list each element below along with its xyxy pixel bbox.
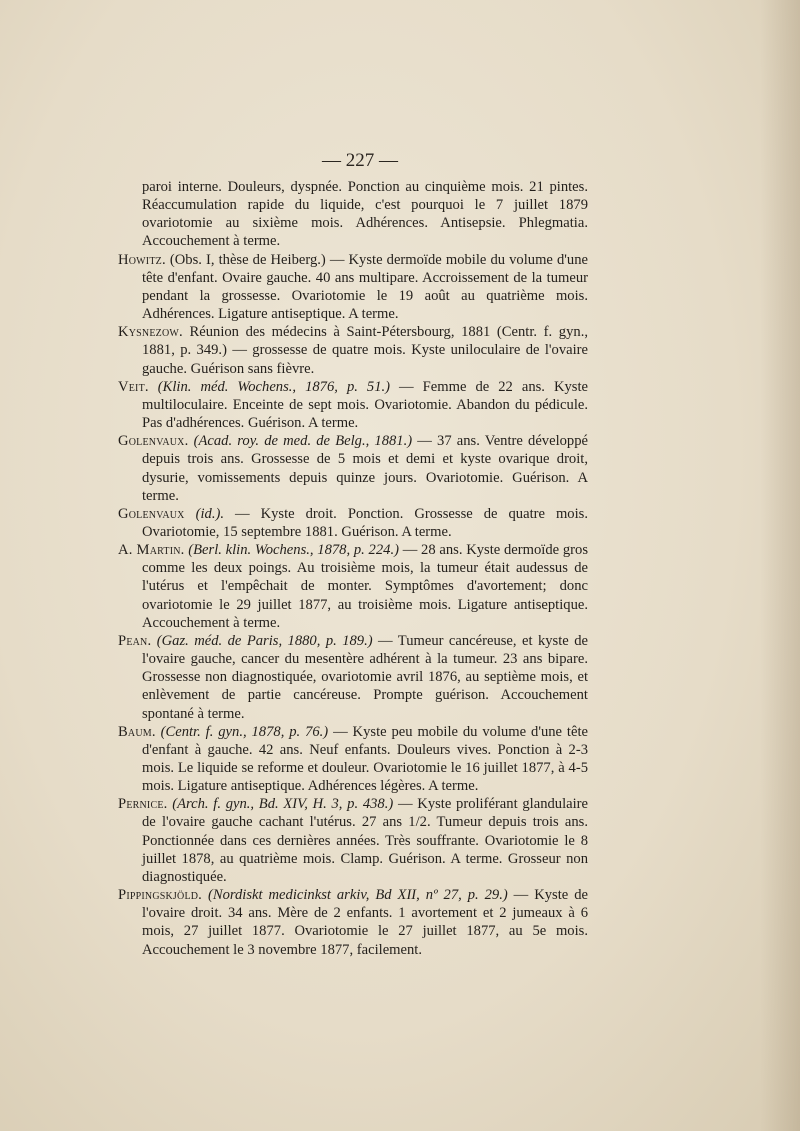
case-entry-veit [118, 378, 588, 432]
entry-source: (id.). [195, 505, 224, 522]
entry-author: A. Martin. [118, 542, 185, 559]
case-entry-pippingskjold [118, 886, 588, 959]
page-body [118, 178, 588, 959]
entry-source: (Nordiskt medicinkst arkiv, Bd XII, nº 27, p. 29.) [207, 887, 508, 904]
entry-text: — Tumeur cancéreuse, et kyste de l'ovaire gauche, cancer du mesentère adhérent à la tumeur. 23 ans bipare. Grossesse non diagnostiquée, ovariotomie avril 1876, au septième mois, et enlèvement de partie cancéreuse. Prompte guérison. Accouchement spontané à terme. [142, 632, 588, 722]
case-entry-kysnezow [118, 323, 588, 377]
case-entry-golenvaux-2 [118, 505, 588, 541]
entry-text: paroi interne. Douleurs, dyspnée. Ponction au cinquième mois. 21 pintes. Réaccumulation rapide du liquide, c'est pourquoi le 7 juillet 1879 ovariotomie au sixième mois. Adhérences. Antisepsie. Phlegmatia. Accouchement à terme. [142, 179, 588, 250]
case-entry-baum [118, 723, 588, 796]
case-entry-pean [118, 632, 588, 723]
entry-text: — 28 ans. Kyste dermoïde gros comme les deux poings. Au troisième mois, la tumeur était audessus de l'utérus et l'empêchait de monter. Symptômes d'avortement; donc ovariotomie le 29 juillet 1877, au troisième mois. Ligature antiseptique. Accouchement à terme. [142, 542, 588, 631]
entry-author: Pean. [118, 632, 152, 649]
entry-text: — Kyste de l'ovaire droit. 34 ans. Mère de 2 enfants. 1 avortement et 2 jumeaux à 6 mois, 27 juillet 1877. Ovariotomie le 27 juillet 1877, au 5e mois. Accouchement le 3 novembre 1877, facilement. [142, 887, 588, 958]
entry-author: Pernice. [118, 796, 168, 813]
entry-source: (Berl. klin. Wochens., 1878, p. 224.) [188, 542, 399, 559]
entry-author: Golenvaux. [118, 433, 189, 450]
page-number: — 227 — [322, 150, 398, 171]
page-edge-shadow [760, 0, 800, 1131]
entry-source: (Klin. méd. Wochens., 1876, p. 51.) [157, 378, 391, 395]
entry-text: — Kyste peu mobile du volume d'une tête d'enfant à gauche. 42 ans. Neuf enfants. Douleurs vives. Ponction à 2-3 mois. Le liquide se reforme et douleur. Ovariotomie le 16 juillet 1877, à 4-5 mois. Ligature antiseptique. Adhérences légères. A terme. [142, 723, 588, 795]
entry-text: — Kyste droit. Ponction. Grossesse de quatre mois. Ovariotomie, 15 septembre 1881. Guérison. A terme. [142, 505, 588, 540]
entry-author: Veit. [118, 378, 149, 395]
case-entry-howitz [118, 251, 588, 324]
entry-text: — Femme de 22 ans. Kyste multiloculaire. Enceinte de sept mois. Ovariotomie. Abandon du pédicule. Pas d'adhérences. Guérison. A terme. [142, 378, 589, 432]
entry-author: Golenvaux [118, 505, 185, 522]
case-entry-golenvaux-1 [118, 432, 588, 505]
entry-source: (Gaz. méd. de Paris, 1880, p. 189.) [156, 632, 373, 649]
entry-text: Réunion des médecins à Saint-Pétersbourg, 1881 (Centr. f. gyn., 1881, p. 349.) — grossesse de quatre mois. Kyste uniloculaire de l'ovaire gauche. Guérison sans fièvre. [142, 324, 588, 377]
entry-author: Pippingskjöld. [118, 887, 203, 904]
entry-source: (Acad. roy. de med. de Belg., 1881.) [193, 433, 413, 450]
entry-source: (Centr. f. gyn., 1878, p. 76.) [160, 723, 329, 740]
entry-author: Baum. [118, 723, 156, 740]
case-entry-martin [118, 541, 588, 632]
entry-author: Howitz. [118, 251, 166, 268]
entry-text: — Kyste proliférant glandulaire de l'ovaire gauche cachant l'utérus. 27 ans 1/2. Tumeur depuis trois ans. Ponctionnée dans ces dernières années. Très souffrante. Ovariotomie le 8 juillet 1878, au quatrième mois. Clamp. Guérison. A terme. Grosseur non diagnostiquée. [142, 796, 589, 885]
entry-text: (Obs. I, thèse de Heiberg.) — Kyste dermoïde mobile du volume d'une tête d'enfant. Ovaire gauche. 40 ans multipare. Accroissement de la tumeur pendant la grossesse. Ovariotomie le 19 août au quatrième mois. Adhérences. Ligature antiseptique. A terme. [142, 251, 588, 323]
entry-source: (Arch. f. gyn., Bd. XIV, H. 3, p. 438.) [172, 796, 394, 813]
case-entry-pernice [118, 795, 588, 886]
entry-text: — 37 ans. Ventre développé depuis trois ans. Grossesse de 5 mois et demi et kyste ovarique droit, dysurie, vomissements depuis quinze jours. Ovariotomie. Guérison. A terme. [142, 433, 589, 504]
entry-author: Kysnezow. [118, 324, 183, 341]
paragraph-continuation [118, 178, 588, 251]
